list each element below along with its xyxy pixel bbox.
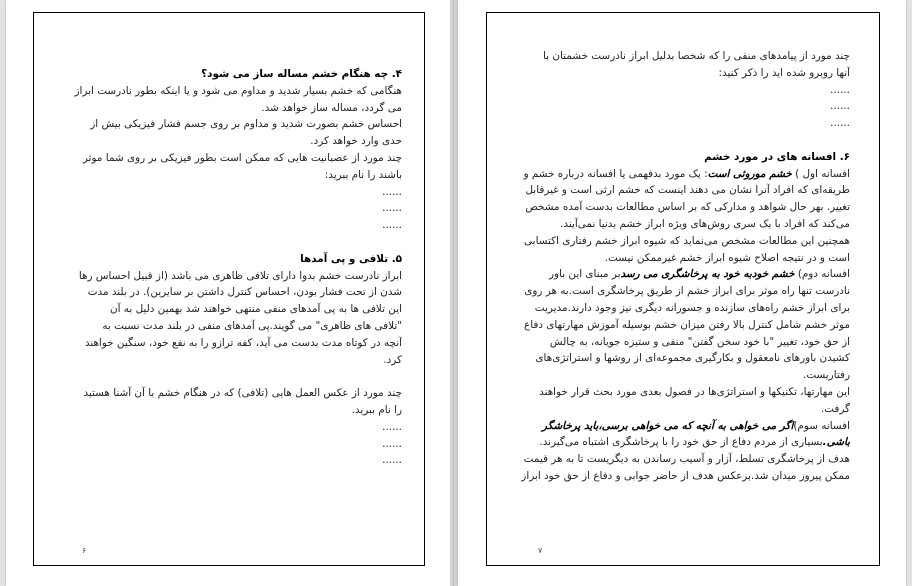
text-line: از حق خود، تغییر "با خود سخن گفتن" منفی و ستیزه جویانه، به چالش (549, 335, 850, 348)
text-line: نادرست تنها راه موثر برای ابراز خشم از طریق پرخاشگری است.به هر روی (524, 285, 850, 298)
text-line: این تلافی ها به پی آمدهای منفی منتهی خواهند شد بهمین دلیل به آن (109, 303, 402, 316)
myth-3-first-line: افسانه سوم)اگر می خواهی به آنچه که می خواهی برسی،باید پرخاشگر (541, 419, 850, 432)
text-line: موثر خشم شامل کنترل بالا رفتن میزان خشم بوسیله آموزش مهارتهای دفاع (524, 318, 850, 331)
myth-2-note (508, 384, 850, 418)
text-line: می‌کند که افراد با یک سری روش‌های ویژه ابراز خشم بدنیا نمی‌آیند. (560, 217, 850, 230)
myth-2-first-line: افسانه دوم) خشم خودبه خود به پرخاشگری می رسدبر مبنای این باور (549, 268, 850, 281)
page-6 (6, 0, 450, 586)
section-6-title: ۶. افسانه های در مورد خشم (704, 150, 850, 163)
text-line: ...... (830, 83, 850, 96)
text-line: هدف از پرخاشگری تسلط، آزار و آسیب رساندن به دیگریست تا به هر قیمت (523, 453, 850, 466)
text-line: باشند را نام ببرید: (324, 168, 402, 181)
intro-question (508, 48, 850, 132)
myth-2-body (508, 283, 850, 384)
text-line: کشیدن باورهای نامعقول و بکارگیری مجموعه‌ای از روشها و استراتژی‌های (535, 352, 850, 365)
text-line: چند مورد از پیامدهای منفی را که شخصا بدلیل ابراز نادرست خشمتان با (543, 50, 850, 62)
text-line: چند مورد از عصبانیت هایی که ممکن است بطور فیزیکی بر روی شما موثر (82, 151, 402, 164)
text-line: ...... (382, 185, 402, 198)
text-line: طریقه‌ای که افراد آنرا نشان می دهند اینست که خشم ارثی است و غیرقابل (525, 184, 850, 197)
text-line: هنگامی که خشم بسیار شدید و مداوم می شود و یا اینکه بطور نادرست ابراز (74, 84, 402, 97)
page-gutter (450, 0, 458, 586)
text-line: ...... (830, 100, 850, 113)
text-line: حدی وارد خواهد کرد. (310, 135, 402, 148)
text-line: آنها روبرو شده اید را ذکر کنید: (718, 66, 850, 79)
myth-2-heading: خشم خودبه خود به پرخاشگری می رسد (620, 268, 795, 281)
text-line: کرد. (383, 353, 402, 366)
text-line: تغییر. بهر حال شواهد و مدارکی که بر اساس مطالعات بدست آمده مشخص (525, 201, 850, 214)
page-number: ۶ (82, 546, 87, 555)
text-line: است و در نتیجه اصلاح شیوه ابراز خشم غیرممکن نیست. (604, 251, 850, 264)
text-line: ...... (382, 219, 402, 232)
text-line: احساس خشم بصورت شدید و مداوم بر روی جسم فشار فیزیکی بیش از (90, 118, 402, 131)
text-line: "تلافی های ظاهری" می گویند.پی آمدهای منفی در بلند مدت نسبت به (102, 319, 402, 332)
text-line: گرفت. (820, 402, 850, 415)
myth-1-body (508, 182, 850, 266)
section-5-question (56, 385, 402, 469)
section-4-body (56, 83, 402, 234)
page-7 (458, 0, 906, 586)
text-line: این مهارتها، تکنیکها و استراتژی‌ها در فصول بعدی مورد بحث قرار خواهند (539, 385, 850, 398)
text-line: ...... (382, 202, 402, 215)
myth-3-heading: اگر می خواهی به آنچه که می خواهی برسی،باید پرخاشگر (541, 419, 794, 432)
myth-3-second-line: باشی.بسیاری از مردم دفاع از حق خود را با پرخاشگری اشتباه می‌گیرند. (539, 436, 850, 449)
myth-3-body (508, 451, 850, 485)
text-line: آنچه در کوتاه مدت بدست می آید، کفه ترازو را به نفع خود، سنگین خواهند (84, 336, 402, 349)
text-line: رفتاریست. (803, 369, 850, 382)
text-line: برای ابراز خشم راه‌های سازنده و جسورانه دیگری نیز وجود دارند.مدیریت (534, 301, 850, 314)
text-line: ممکن پیروز میدان شد.برعکس هدف از حاضر جوابی و دفاع از حق خود ابراز (521, 469, 850, 482)
myth-1-heading: خشم موروثی است (707, 167, 792, 180)
section-5-body (56, 268, 402, 369)
text-line: شدن از تحت فشار بودن، احساس کنترل داشتن بر سایرین). در بلند مدت (87, 286, 402, 299)
section-4-title: ۴. چه هنگام خشم مساله ساز می شود؟ (201, 68, 402, 80)
text-line: ابراز نادرست خشم بدوا دارای تلافی ظاهری می باشد (از قبیل احساس رها (78, 269, 402, 282)
text-line: ...... (830, 117, 850, 130)
text-line: چند مورد از عکس العمل هایی (تلافی) که در هنگام خشم با آن آشنا هستید (83, 387, 402, 400)
text-line: همچنین این مطالعات مشخص می‌نماید که شیوه ابراز خشم رفتاری اکتسابی (524, 234, 850, 247)
text-line: می گردد، مساله ساز خواهد شد. (261, 101, 402, 114)
text-line: را نام ببرید. (351, 403, 402, 416)
text-line: ...... (382, 454, 402, 467)
page-number: ۷ (538, 546, 543, 555)
text-line: ...... (382, 420, 402, 433)
myth-1-first-line: افسانه اول ) خشم موروثی است: یک مورد بدفهمی یا افسانه درباره خشم و (523, 167, 850, 180)
section-5-title: ۵. تلافی و پی آمدها (300, 252, 402, 265)
page-6-text (56, 66, 402, 469)
text-line: ...... (382, 437, 402, 450)
page-7-text (508, 48, 850, 485)
